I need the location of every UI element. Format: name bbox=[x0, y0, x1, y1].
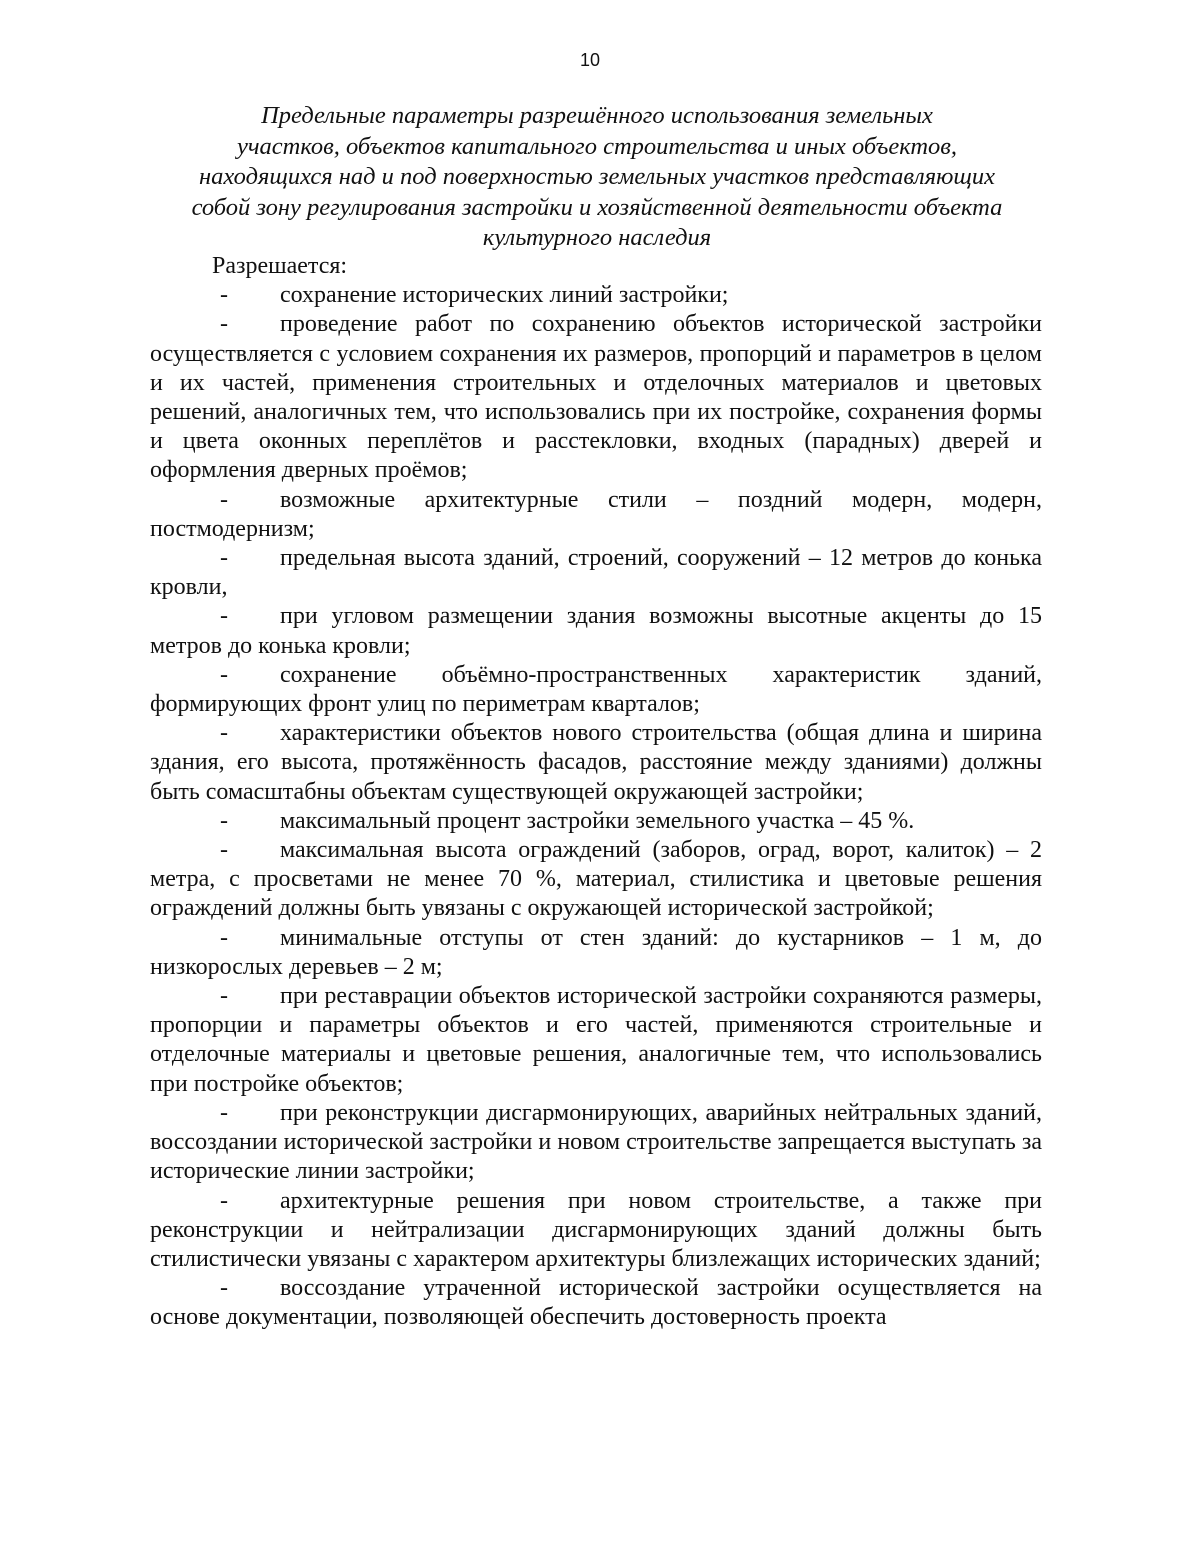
list-item bbox=[150, 836, 1042, 924]
dash-marker: - bbox=[220, 661, 228, 688]
list-item bbox=[150, 1274, 1042, 1332]
dash-marker: - bbox=[220, 983, 228, 1010]
list-item bbox=[150, 719, 1042, 807]
list-item bbox=[150, 982, 1042, 1099]
list-item bbox=[150, 310, 1042, 485]
list-item bbox=[150, 924, 1042, 982]
section-title bbox=[148, 101, 1046, 254]
dash-marker: - bbox=[220, 486, 228, 513]
list-item-text: проведение работ по сохранению объектов исторической застройки осуществляется с условием сохранения их размеров, пропорций и параметров в целом и их частей, применения строительных и отделочных материалов и цветовых решений, аналогичных тем, что использовались при их постройке, сохранения формы и цвета оконных переплётов и расстекловки, входных (парадных) дверей и оформления дверных проёмов; bbox=[150, 311, 1042, 484]
list-item bbox=[150, 1099, 1042, 1187]
list-item-text: при реконструкции дисгармонирующих, аварийных нейтральных зданий, воссоздании исторической застройки и новом строительстве запрещается выступать за исторические линии застройки; bbox=[150, 1099, 1042, 1185]
list-item-text: архитектурные решения при новом строительстве, а также при реконструкции и нейтрализации дисгармонирующих зданий должны быть стилистически увязаны с характером архитектуры близлежащих исторических зданий; bbox=[150, 1187, 1042, 1272]
list-item-text: минимальные отступы от стен зданий: до кустарников – 1 м, до низкорослых деревьев – 2 м; bbox=[150, 924, 1042, 980]
dash-marker: - bbox=[220, 311, 228, 338]
dash-marker: - bbox=[220, 924, 228, 951]
document-body bbox=[150, 252, 1042, 1333]
list-item-text: воссоздание утраченной исторической застройки осуществляется на основе документации, позволяющей обеспечить достоверность проекта bbox=[150, 1275, 1042, 1331]
title-line: культурного наследия bbox=[482, 224, 712, 251]
list-item-text: характеристики объектов нового строительства (общая длина и ширина здания, его высота, протяжённость фасадов, расстояние между зданиями) должны быть сомасштабны объектам существующей окружающей застройки; bbox=[150, 720, 1042, 805]
list-item-text: максимальная высота ограждений (заборов, оград, ворот, калиток) – 2 метра, с просветами не менее 70 %, материал, стилистика и цветовые решения ограждений должны быть увязаны с окружающей исторической застройкой; bbox=[150, 837, 1042, 922]
dash-marker: - bbox=[220, 545, 228, 572]
page-number: 10 bbox=[579, 50, 601, 70]
title-line: Предельные параметры разрешённого использования земельных bbox=[261, 102, 933, 129]
list-item bbox=[150, 807, 1042, 836]
dash-marker: - bbox=[220, 1187, 228, 1214]
dash-marker: - bbox=[220, 603, 228, 630]
dash-marker: - bbox=[220, 1275, 228, 1302]
dash-marker: - bbox=[220, 807, 228, 834]
list-item-text: при реставрации объектов исторической застройки сохраняются размеры, пропорции и параметры объектов и его частей, применяются строительные и отделочные материалы и цветовые решения, аналогичные тем, что использовались при постройке объектов; bbox=[150, 983, 1042, 1097]
list-item bbox=[150, 602, 1042, 660]
list-item bbox=[150, 281, 1042, 310]
list-item-text: сохранение объёмно-пространственных характеристик зданий, формирующих фронт улиц по периметрам кварталов; bbox=[150, 661, 1042, 718]
list-item bbox=[150, 486, 1042, 544]
dash-marker: - bbox=[220, 282, 228, 309]
list-item-text: предельная высота зданий, строений, сооружений – 12 метров до конька кровли, bbox=[150, 545, 1042, 601]
title-line: участков, объектов капитального строительства и иных объектов, bbox=[236, 132, 958, 160]
list-item-text: при угловом размещении здания возможны высотные акценты до 15 метров до конька кровли; bbox=[150, 603, 1042, 659]
title-line: собой зону регулирования застройки и хозяйственной деятельности объекта bbox=[191, 193, 1003, 221]
list-item bbox=[150, 544, 1042, 602]
title-line: находящихся над и под поверхностью земельных участков представляющих bbox=[198, 163, 996, 190]
dash-marker: - bbox=[220, 720, 228, 747]
dash-marker: - bbox=[220, 837, 228, 864]
intro-paragraph: Разрешается: bbox=[212, 253, 348, 279]
dash-marker: - bbox=[220, 1099, 228, 1126]
list-item bbox=[150, 661, 1042, 719]
list-item-text: сохранение исторических линий застройки; bbox=[280, 282, 729, 309]
list-item bbox=[150, 1187, 1042, 1275]
list-item-text: возможные архитектурные стили – поздний модерн, модерн, постмодернизм; bbox=[150, 486, 1042, 542]
list-item-text: максимальный процент застройки земельного участка – 45 %. bbox=[280, 807, 915, 834]
